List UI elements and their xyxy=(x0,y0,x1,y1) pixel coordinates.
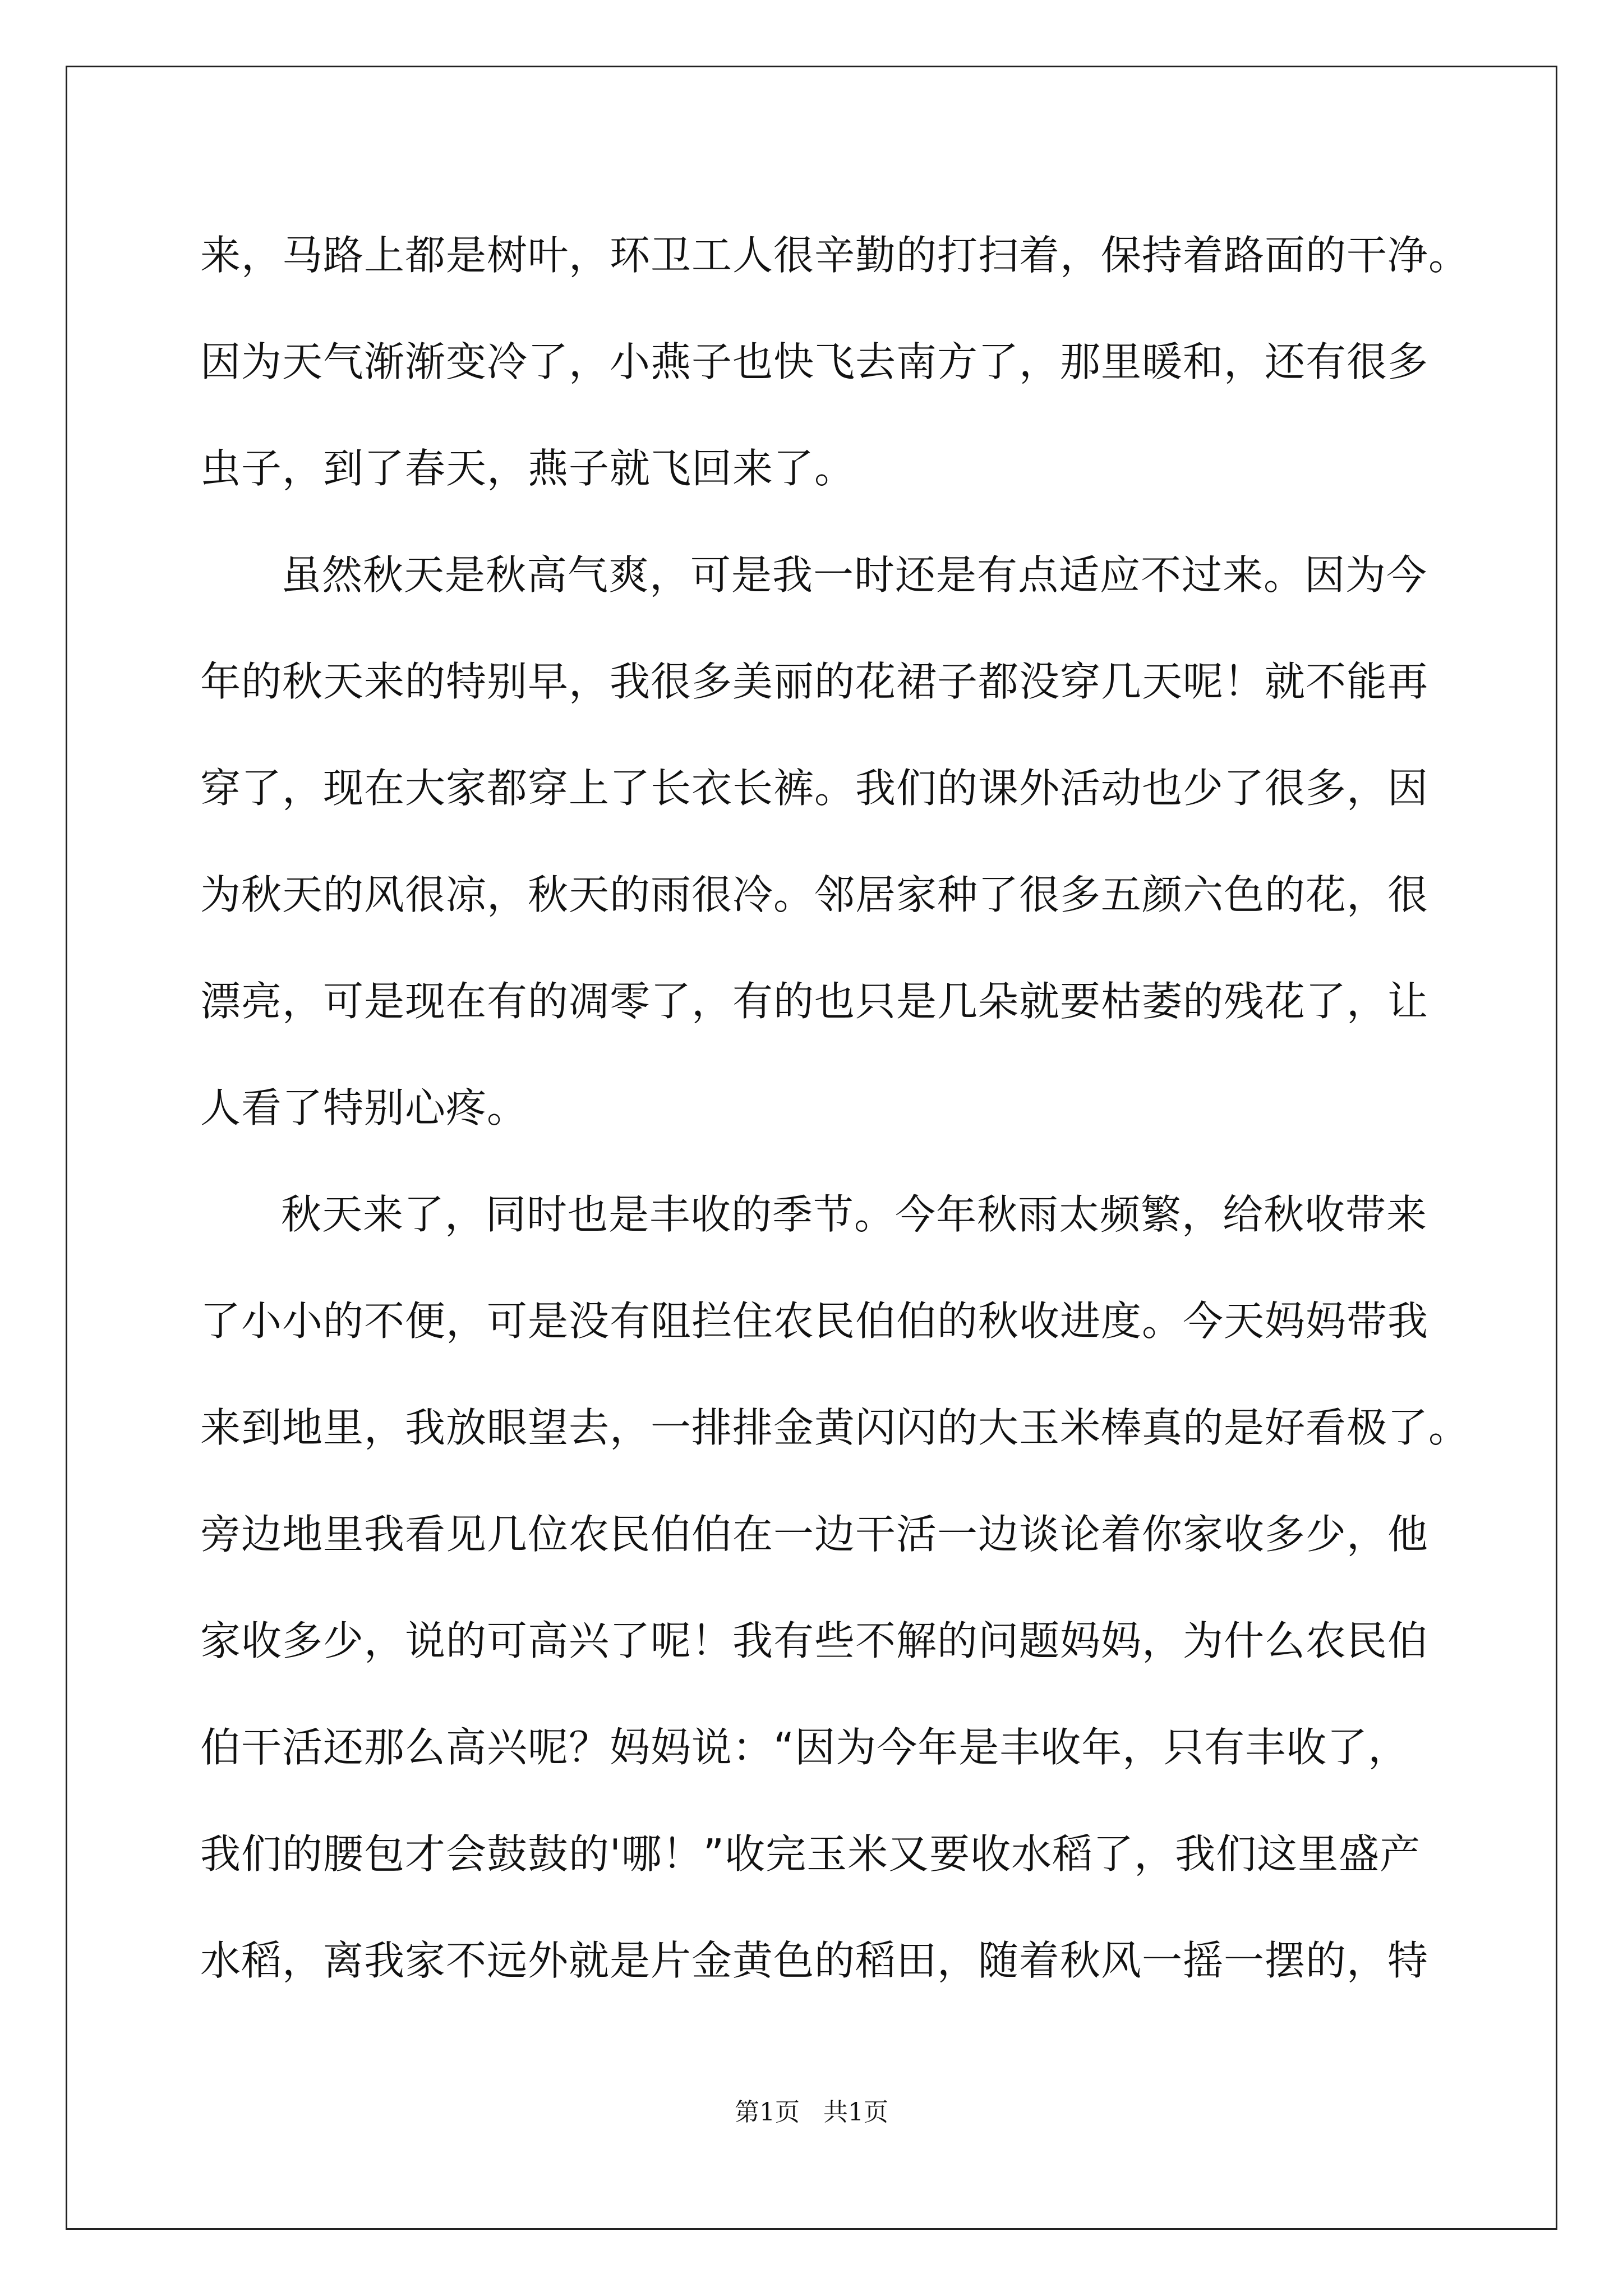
text-line: 水稻，离我家不远外就是片金黄色的稻田，随着秋风一摇一摆的，特 xyxy=(200,1937,1429,1984)
text-line: 因为天气渐渐变冷了，小燕子也快飞去南方了，那里暖和，还有很多 xyxy=(200,338,1429,385)
text-line: 来，马路上都是树叶，环卫工人很辛勤的打扫着，保持着路面的干净。 xyxy=(200,232,1470,279)
text-line: 了小小的不便，可是没有阻拦住农民伯伯的秋收进度。今天妈妈带我 xyxy=(200,1297,1429,1345)
text-line: 伯干活还那么高兴呢？妈妈说：“因为今年是丰收年，只有丰收了， xyxy=(200,1724,1409,1771)
text-line: 漂亮，可是现在有的凋零了，有的也只是几朵就要枯萎的残花了，让 xyxy=(200,978,1429,1025)
text-line: 穿了，现在大家都穿上了长衣长裤。我们的课外活动也少了很多，因 xyxy=(200,765,1429,812)
text-line: 年的秋天来的特别早，我很多美丽的花裙子都没穿几天呢！就不能再 xyxy=(200,658,1429,705)
text-line: 人看了特别心疼。 xyxy=(200,1084,528,1131)
text-line: 为秋天的风很凉，秋天的雨很冷。邻居家种了很多五颜六色的花，很 xyxy=(200,871,1429,918)
text-line: 虽然秋天是秋高气爽，可是我一时还是有点适应不过来。因为今 xyxy=(281,551,1428,599)
text-line: 来到地里，我放眼望去，一排排金黄闪闪的大玉米棒真的是好看极了。 xyxy=(200,1404,1470,1451)
text-line: 我们的腰包才会鼓鼓的'哪！”收完玉米又要收水稻了，我们这里盛产 xyxy=(200,1830,1421,1878)
text-line: 旁边地里我看见几位农民伯伯在一边干活一边谈论着你家收多少，他 xyxy=(200,1511,1429,1558)
document-body xyxy=(200,202,1468,2014)
text-line: 秋天来了，同时也是丰收的季节。今年秋雨太频繁，给秋收带来 xyxy=(281,1191,1428,1238)
text-line: 家收多少，说的可高兴了呢！我有些不解的问题妈妈，为什么农民伯 xyxy=(200,1617,1429,1664)
page-number-footer: 第1页 共1页 xyxy=(735,2098,888,2127)
text-line: 虫子，到了春天，燕子就飞回来了。 xyxy=(200,445,856,492)
